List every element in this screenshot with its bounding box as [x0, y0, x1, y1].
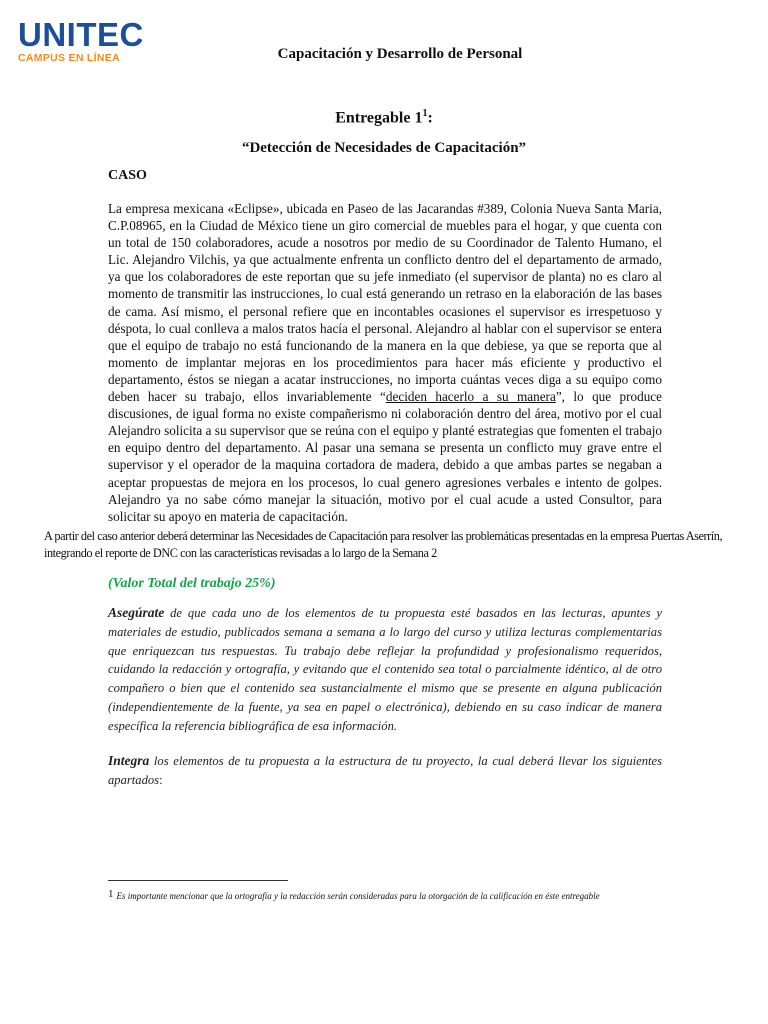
case-text-part1: La empresa mexicana «Eclipse», ubicada en Paseo de las Jacarandas #389, Colonia Nueva Santa Maria, C.P.08965, en la Ciudad de México tiene un giro comercial de muebles para el hogar, y que cuenta con un total de 150 colaboradores, acude a nosotros por medio de su Coordinador de Talento Humano, el Lic. Alejandro Vilchis, ya que actualmente enfrenta un conflicto dentro del el departamento de armado, ya que los colaboradores de este reportan que su jefe inmediato (el supervisor de planta) no es claro al momento de transmitir las instrucciones, lo cual está generando un retraso en la elaboración de las bases de cama. Así mismo, el personal refiere que en incontables ocasiones el supervisor es irrespetuoso y déspota, lo cual conlleva a malos tratos hacía el personal. Alejandro al hablar con el supervisor se entera que el equipo de trabajo no está funcionando de la manera en la que debiese, ya que se reporta que al momento de implantar mejoras en los procedimientos para hacer más eficiente y productivo el departamento, éstos se niegan a acatar instrucciones, no importa cuántas veces diga a su equipo como deben hacer su trabajo, ellos invariablemente “ — [108, 201, 662, 405]
course-title: Capacitación y Desarrollo de Personal — [277, 46, 523, 62]
asegurate-paragraph — [108, 604, 662, 736]
footnote-reference[interactable]: 1 — [422, 108, 428, 119]
case-text-part2: ”, lo que produce discusiones, de igual forma no existe compañerismo ni colaboración dentro del área, motivo por el cual Alejandro solicita a su supervisor que se reúna con el equipo y planté estrategias que fomenten el trabajo en equipo dentro del departamento. Al pasar una semana se presenta un conflicto muy grave entre el supervisor y el operador de la maquina cortadora de madera, debido a que ambas partes se negaban a aceptar propuestas de mejora en los procesos, lo cual genero agresiones verbales e intento de golpes. Alejandro ya no sabe cómo manejar la situación, motivo por el cual acude a usted Consultor, para solicitar su apoyo en materia de capacitación. — [108, 389, 663, 524]
footnote — [108, 888, 728, 901]
footnote-text: Es importante mencionar que la ortografía y la redacción serán consideradas para la otorgación de la calificación en éste entregable — [116, 891, 600, 901]
integra-paragraph — [108, 752, 662, 790]
integra-lead: Integra — [108, 753, 150, 768]
asegurate-lead: Asegúrate — [108, 605, 165, 620]
instruction-paragraph: A partir del caso anterior deberá determinar las Necesidades de Capacitación para resolver las problemáticas presentadas en la empresa Puertas Aserrín, integrando el reporte de DNC con las características revisadas a lo largo de la Semana 2 — [44, 529, 723, 560]
footnote-mark: 1 — [108, 888, 114, 900]
asegurate-text: de que cada uno de los elementos de tu propuesta esté basados en las lecturas, apuntes y materiales de estudio, publicados semana a semana a lo largo del curso y utiliza lecturas complementarias que enriquezcan tus respuestas. Tu trabajo debe reflejar la profundidad y profesionalismo requeridos, cuidando la redacción y ortografía, y evitando que el contenido sea total o parcialmente idéntico, al de otro compañero o bien que el contenido sea sustancialmente el mismo que se presente en alguna publicación (independientemente de la fuente, ya sea en papel o electrónica), debiendo en su caso indicar de manera específica la referencia bibliográfica de esa información. — [108, 606, 662, 733]
deliverable-subtitle: “Detección de Necesidades de Capacitación” — [241, 140, 527, 156]
case-body — [108, 200, 662, 525]
deliverable-colon: : — [427, 109, 433, 127]
deliverable-label: Entregable 1 — [335, 109, 423, 127]
case-heading: CASO — [108, 168, 147, 183]
case-underlined-phrase: deciden hacerlo a su manera — [385, 389, 556, 405]
integra-colon: : — [159, 772, 163, 787]
deliverable-heading — [0, 108, 768, 127]
logo-wordmark: UNITEC — [18, 16, 144, 53]
footnote-divider — [108, 880, 288, 881]
total-value-note: (Valor Total del trabajo 25%) — [108, 576, 276, 591]
logo-tagline: CAMPUS EN LÍNEA — [18, 52, 120, 64]
integra-text: los elementos de tu propuesta a la estructura de tu proyecto, la cual deberá llevar los siguientes apartados — [108, 754, 662, 787]
